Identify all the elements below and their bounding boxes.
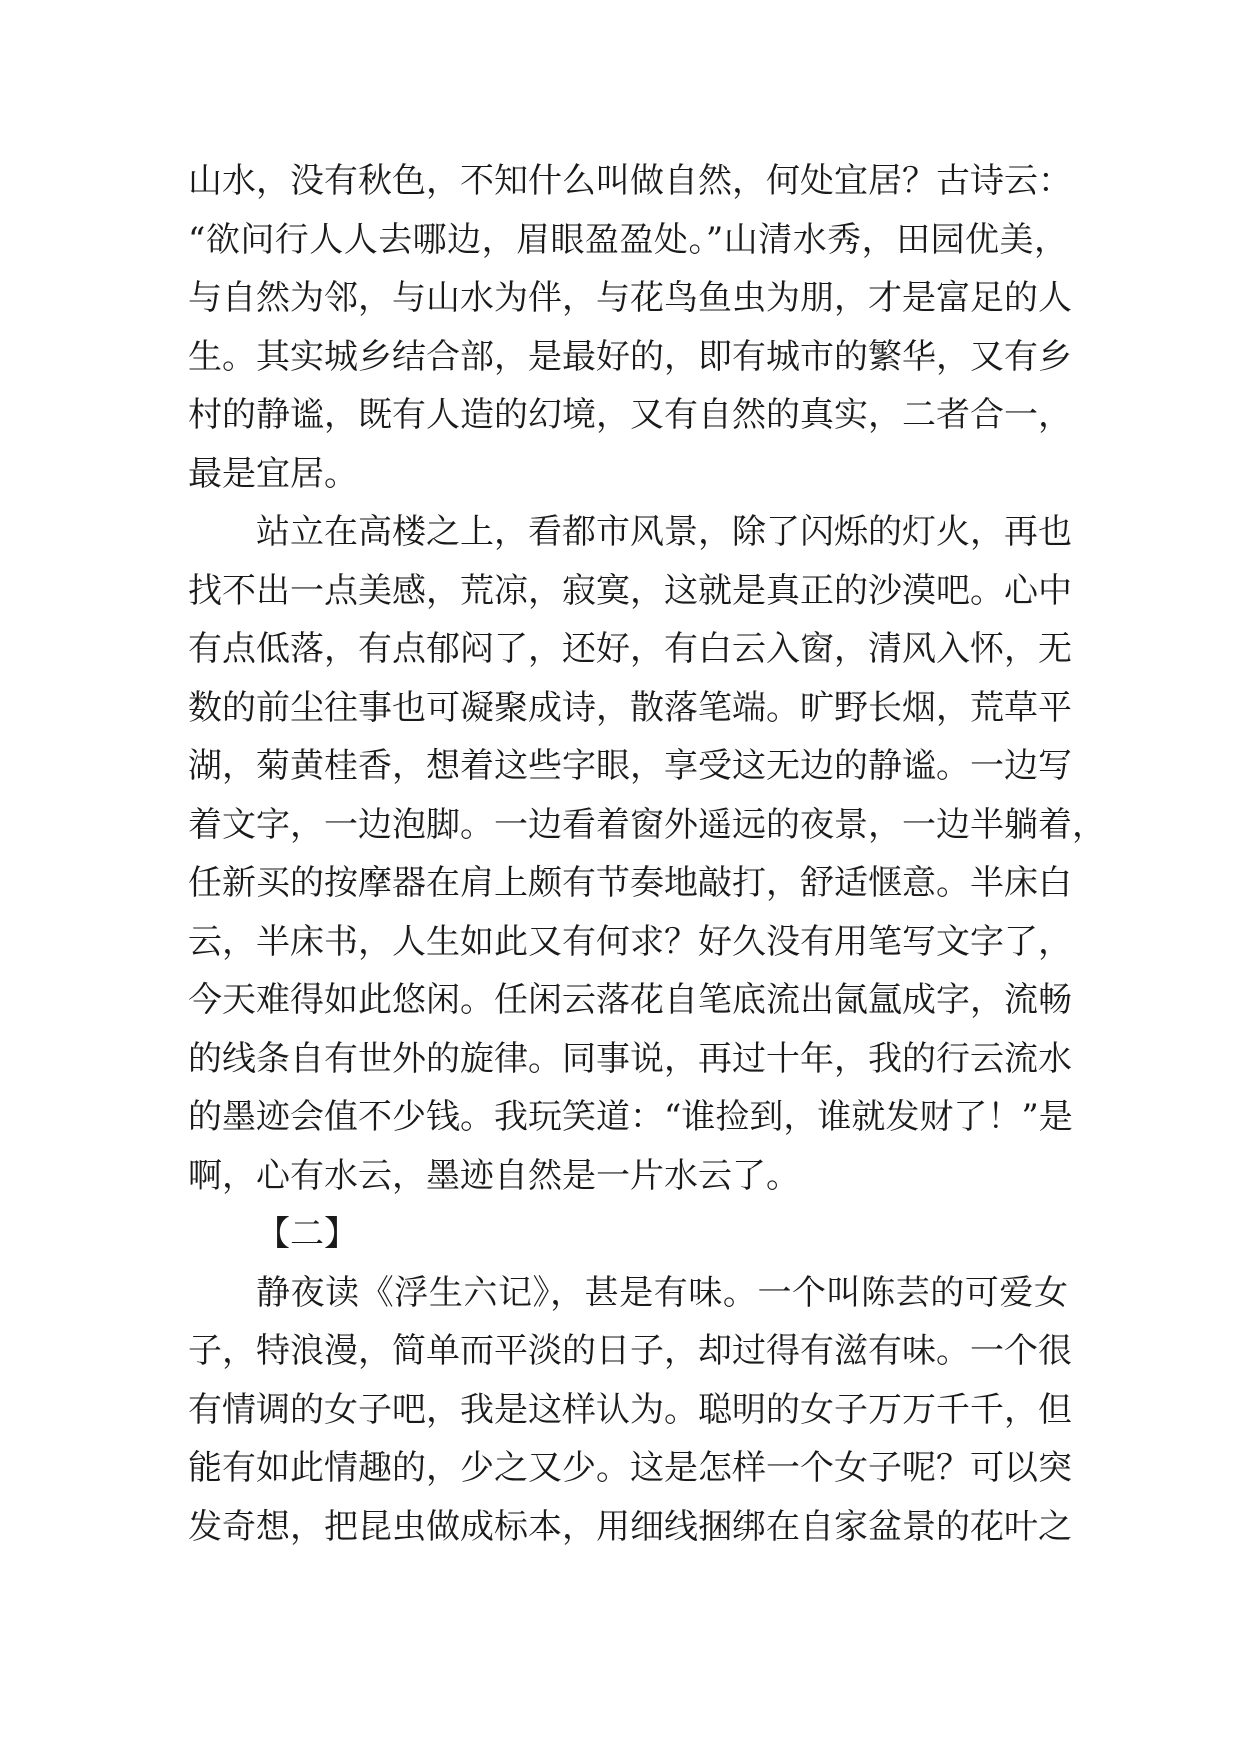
text-line: 生。其实城乡结合部，是最好的，即有城市的繁华，又有乡 <box>188 336 1072 377</box>
text-line: 的线条自有世外的旋律。同事说，再过十年，我的行云流水 <box>188 1038 1072 1079</box>
text-line: 今天难得如此悠闲。任闲云落花自笔底流出氤氲成字，流畅 <box>188 980 1072 1020</box>
text-line: 的墨迹会值不少钱。我玩笑道：“谁捡到，谁就发财了！”是 <box>188 1097 1073 1137</box>
section-heading: 【二】 <box>256 1214 358 1254</box>
text-line: 任新买的按摩器在肩上颇有节奏地敲打，舒适惬意。半床白 <box>188 863 1072 903</box>
text-line: 湖，菊黄桂香，想着这些字眼，享受这无边的静谧。一边写 <box>188 746 1072 786</box>
text-line: 着文字，一边泡脚。一边看着窗外遥远的夜景，一边半躺着， <box>188 804 1106 845</box>
text-line: 最是宜居。 <box>188 453 358 494</box>
text-line: 有点低落，有点郁闷了，还好，有白云入窗，清风入怀，无 <box>188 629 1072 669</box>
text-line: 啊，心有水云，墨迹自然是一片水云了。 <box>188 1155 800 1196</box>
text-line: 静夜读《浮生六记》，甚是有味。一个叫陈芸的可爱女 <box>256 1272 1068 1313</box>
text-line: 村的静谧，既有人造的幻境，又有自然的真实，二者合一， <box>188 395 1072 435</box>
text-line: 站立在高楼之上，看都市风景，除了闪烁的灯火，再也 <box>256 512 1072 552</box>
text-line: 找不出一点美感，荒凉，寂寞，这就是真正的沙漠吧。心中 <box>188 570 1072 611</box>
text-line: 云，半床书，人生如此又有何求？好久没有用笔写文字了， <box>188 921 1072 962</box>
text-line: 子，特浪漫，简单而平淡的日子，却过得有滋有味。一个很 <box>188 1331 1072 1371</box>
text-line: 山水，没有秋色，不知什么叫做自然，何处宜居？古诗云： <box>188 161 1072 201</box>
text-line: “欲问行人人去哪边，眉眼盈盈处。”山清水秀，田园优美， <box>188 219 1068 260</box>
document-body <box>188 152 1106 1556</box>
text-line: 与自然为邻，与山水为伴，与花鸟鱼虫为朋，才是富足的人 <box>188 278 1072 318</box>
text-line: 数的前尘往事也可凝聚成诗，散落笔端。旷野长烟，荒草平 <box>188 687 1072 728</box>
text-line: 发奇想，把昆虫做成标本，用细线捆绑在自家盆景的花叶之 <box>188 1506 1072 1547</box>
text-line: 能有如此情趣的，少之又少。这是怎样一个女子呢？可以突 <box>188 1448 1072 1488</box>
text-line: 有情调的女子吧，我是这样认为。聪明的女子万万千千，但 <box>188 1389 1072 1430</box>
